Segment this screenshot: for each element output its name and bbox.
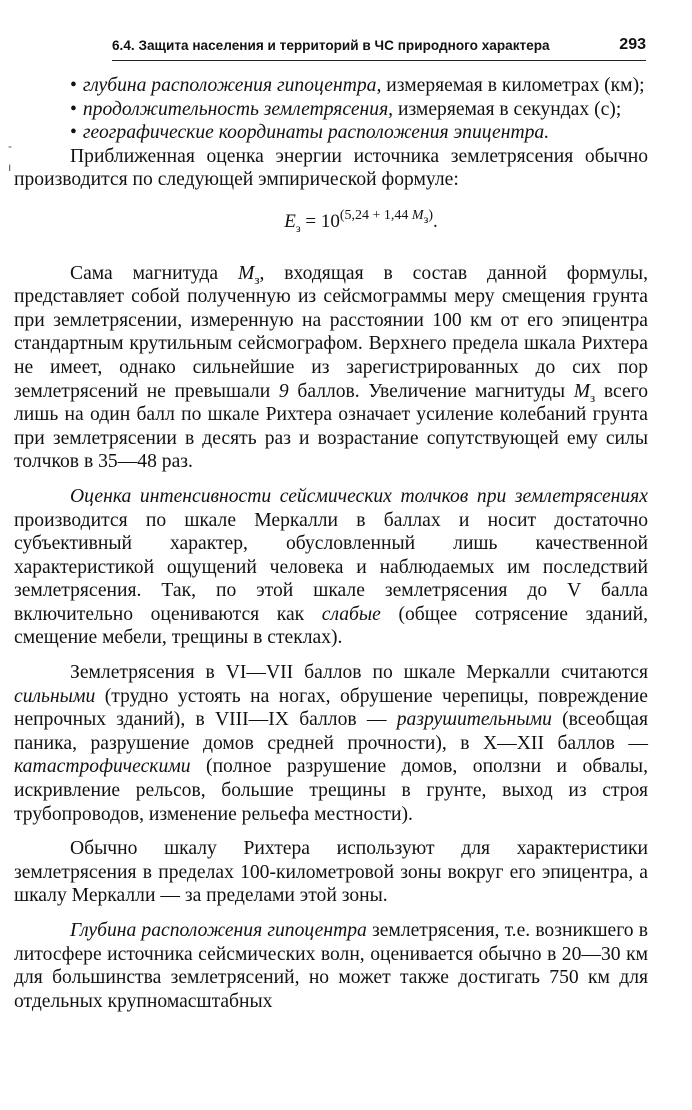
energy-intro-paragraph: Приближенная оценка энергии источника землетрясения обычно производится по следующей эмпирической формуле: xyxy=(14,145,648,191)
bullet-dot: • xyxy=(70,75,77,96)
bullet-dot: • xyxy=(70,122,77,144)
bullet-term: продолжительность землетрясения, xyxy=(82,98,394,120)
usage-paragraph: Обычно шкалу Рихтера используют для характеристики землетрясения в пределах 100-километровой зоны вокруг его эпицентра, а шкалу Меркалли — за пределами этой зоны. xyxy=(14,838,648,907)
bullet-term: глубина расположения гипоцентра, xyxy=(82,75,382,96)
intensity-term: Оценка интенсивности сейсмических толчков xyxy=(70,485,469,507)
main-text xyxy=(14,74,648,1013)
classes-paragraph: Землетрясения в VI—VII баллов по шкале Меркалли считаются сильными (трудно устоять на ногах, обрушение черепицы, повреждение непрочных зданий), в VIII—IX баллов — разрушительными (всеобщая паника, разрушение домов средней прочности), в X—XII баллов — катастрофическими (полное разрушение домов, оползни и обвалы, искривление рельсов, большие трещины в грунте, выход из строя трубопроводов, изменение рельефа местности). xyxy=(14,662,648,825)
margin-dash-mark: - xyxy=(8,139,12,153)
bullet-text: измеряемая в секундах (с); xyxy=(393,98,622,120)
formula-exponent: (5,24 + 1,44 Mз) xyxy=(339,207,433,226)
energy-formula: $E_з = 10^{(5,24 + 1,44 M_з)}$. xyxy=(284,207,438,235)
bullet-item-depth xyxy=(14,74,648,98)
page-number: 293 xyxy=(619,36,646,53)
depth-term: Глубина расположения гипоцентра xyxy=(70,920,367,941)
section-title: 6.4. Защита населения и территорий в ЧС природного характера xyxy=(112,38,550,53)
bullet-item-duration xyxy=(14,98,648,122)
bullet-text: измеряемая в километрах (км); xyxy=(381,75,645,96)
intensity-paragraph: Оценка интенсивности сейсмических толчков при землетрясениях производится по шкале Меркалли в баллах и носит достаточно субъективный характер, обусловленный лишь качественной характеристикой ощущений человека и наблюдаемых им последствий землетрясения. Так, по этой шкале землетрясения до V балла включительно оцениваются как слабые (общее сотрясение зданий, смещение мебели, трещины в стеклах). xyxy=(14,485,648,649)
running-head xyxy=(112,36,646,61)
depth-paragraph: Глубина расположения гипоцентра землетрясения, т.е. возникшего в литосфере источника сейсмических волн, оценивается обычно в 20—30 км для большинства землетрясений, но может также достигать 750 км для отдельных крупномасштабных xyxy=(14,920,648,1012)
bullet-dot: • xyxy=(70,98,77,120)
magnitude-paragraph: Сама магнитуда $M_з$, входящая в состав данной формулы, представляет собой полученную из сейсмограммы меру смещения грунта при землетрясении, измеренную на расстоянии 100 км от его эпицентра стандартным крутильным сейсмографом. Верхнего предела шкала Рихтера не имеет, однако сильнейшие из зарегистрированных до сих пор землетрясений не превышали 9 баллов. Увеличение магнитуды $M_з$ всего лишь на один балл по шкале Рихтера означает усиление колебаний грунта при землетрясении в десять раз и возрастание сопутствующей ему силы толчков в 35—48 раз. xyxy=(14,262,648,473)
bullet-item-coordinates xyxy=(14,121,648,145)
bullet-term: географические координаты расположения эпицентра. xyxy=(82,122,550,144)
margin-tick-mark: ı xyxy=(8,160,12,174)
